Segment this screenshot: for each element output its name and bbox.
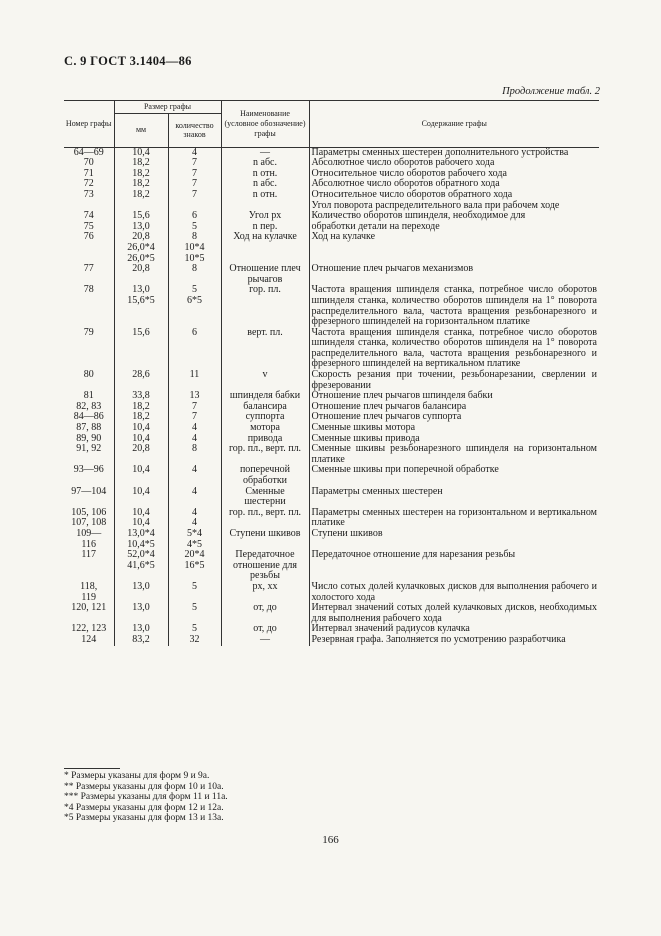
col-header-number: Номер графы	[64, 101, 114, 148]
footnote: *** Размеры указаны для форм 11 и 11а.	[64, 792, 228, 802]
row-char-count-value: 5	[192, 220, 197, 232]
row-char-count-value: 5	[192, 602, 197, 614]
row-size-mm-value: 13,0	[132, 220, 150, 232]
row-number-value: 70	[83, 157, 94, 169]
table-row	[64, 190, 599, 201]
row-content: Ход на кулачке	[311, 231, 376, 243]
row-content: Угол поворота распределительного вала при рабочем ходе	[311, 199, 560, 211]
row-number-value: 80	[83, 369, 94, 381]
row-char-count-value: 5	[192, 284, 197, 296]
row-number-value: 89, 90	[76, 432, 102, 444]
row-size-mm-value: 10,4	[132, 422, 150, 434]
row-name: Ход на кулачке	[221, 232, 309, 264]
row-number	[64, 550, 114, 582]
footnote: *4 Размеры указаны для форм 12 и 12а.	[64, 802, 224, 813]
row-name: привода	[221, 434, 309, 445]
row-content: Сменные шкивы привода	[311, 432, 420, 444]
row-number	[64, 465, 114, 486]
row-number-value: 120, 121	[71, 602, 107, 614]
row-number-value: 76	[83, 231, 94, 243]
row-size-mm	[114, 508, 168, 529]
row-size-mm	[114, 264, 168, 285]
row-content: Частота вращения шпинделя станка, потребное число оборотов шпинделя станка, количество оборотов шпинделя на 1° поворота распределительного вала, частота вращения резьбонарезного и фрезерного шпинделей на горизонтальном платике	[311, 284, 597, 328]
row-content: Интервал значений радиусов кулачка	[311, 623, 470, 635]
row-char-count-value: 4	[192, 506, 197, 518]
row-name: —	[221, 635, 309, 646]
row-name: шпинделя бабки	[221, 391, 309, 402]
row-number	[64, 635, 114, 646]
table-row	[64, 508, 599, 529]
row-number-value: 118,	[80, 580, 98, 592]
col-header-mm: мм	[114, 113, 168, 147]
row-content: Отношение плеч рычагов балансира	[311, 400, 467, 412]
row-number-value: 109—	[76, 527, 102, 539]
row-char-count-value: 11	[189, 369, 200, 381]
row-content: обработки детали на переходе	[311, 220, 440, 232]
table-row	[64, 635, 599, 646]
row-size-mm-value: 26,0*4	[127, 241, 155, 253]
row-char-count-value: 5	[192, 580, 197, 592]
row-number-value: 117	[81, 549, 97, 561]
row-char-count	[168, 444, 221, 465]
row-name: мотора	[221, 423, 309, 434]
row-content: Сменные шкивы при поперечной обработке	[311, 464, 499, 476]
row-char-count-value: 8	[192, 443, 197, 455]
row-size-mm-value: 28,6	[132, 369, 150, 381]
row-size-mm-value: 20,8	[132, 231, 150, 243]
table-row	[64, 444, 599, 465]
table-row	[64, 582, 599, 603]
table-row	[64, 529, 599, 550]
row-size-mm-value: 15,6	[132, 210, 150, 222]
row-char-count-value: 7	[192, 167, 197, 179]
row-name: Сменные шестерни	[221, 487, 309, 508]
document-header: С. 9 ГОСТ 3.1404—86	[64, 54, 192, 68]
col-header-chars: количество знаков	[168, 113, 221, 147]
table-row	[64, 232, 599, 264]
row-number-value: 72	[83, 178, 94, 190]
row-size-mm-value: 10,4	[132, 464, 150, 476]
row-char-count	[168, 635, 221, 646]
col-header-size: Размер графы	[114, 101, 221, 114]
row-number-value: 124	[81, 633, 97, 645]
row-number-value: 73	[83, 188, 94, 200]
row-number-value: 119	[81, 591, 97, 603]
row-char-count	[168, 487, 221, 508]
row-char-count-value: 32	[189, 633, 200, 645]
row-number-value: 77	[83, 263, 94, 275]
row-number-value: 74	[83, 210, 94, 222]
row-char-count-value: 4	[192, 422, 197, 434]
row-content: Абсолютное число оборотов обратного хода	[311, 178, 500, 190]
row-name: верт. пл.	[221, 328, 309, 370]
row-char-count-value: 13	[189, 390, 200, 402]
row-size-mm	[114, 190, 168, 201]
row-name: v	[221, 370, 309, 391]
row-size-mm-value: 18,2	[132, 411, 150, 423]
row-number-value: 78	[83, 284, 94, 296]
row-number	[64, 264, 114, 285]
table-continuation-label: Продолжение табл. 2	[502, 86, 600, 97]
footnote: *5 Размеры указаны для форм 13 и 13а.	[64, 813, 224, 823]
row-number-value: 122, 123	[71, 623, 107, 635]
row-size-mm-value: 18,2	[132, 157, 150, 169]
row-content: Сменные шкивы мотора	[311, 422, 416, 434]
footnote: * Размеры указаны для форм 9 и 9а.	[64, 771, 210, 781]
table-row	[64, 370, 599, 391]
row-size-mm	[114, 487, 168, 508]
table-row	[64, 550, 599, 582]
row-char-count-value: 4	[192, 464, 197, 476]
row-number	[64, 487, 114, 508]
footnotes	[64, 768, 228, 824]
row-content: Передаточное отношение для нарезания резьбы	[311, 549, 516, 561]
row-char-count	[168, 582, 221, 603]
table-row	[64, 603, 599, 624]
row-char-count-value: 7	[192, 400, 197, 412]
row-number-value: 97—104	[71, 485, 107, 497]
row-char-count	[168, 190, 221, 201]
row-size-mm	[114, 603, 168, 624]
row-number-value: 105, 106	[71, 506, 107, 518]
row-number-value: 64—69	[73, 146, 104, 158]
row-size-mm-value: 52,0*4	[127, 549, 155, 561]
row-char-count-value: 4	[192, 517, 197, 529]
row-size-mm-value: 20,8	[132, 263, 150, 275]
row-number	[64, 508, 114, 529]
row-size-mm-value: 10,4*5	[127, 538, 155, 550]
row-number	[64, 370, 114, 391]
row-char-count	[168, 285, 221, 327]
row-char-count-value: 7	[192, 157, 197, 169]
row-name: Отношение плеч рычагов	[221, 264, 309, 285]
row-size-mm-value: 83,2	[132, 633, 150, 645]
row-size-mm-value: 18,2	[132, 400, 150, 412]
row-number-value: 79	[83, 326, 94, 338]
row-name: балансира	[221, 402, 309, 413]
row-char-count-value: 5	[192, 623, 197, 635]
row-number-value: 107, 108	[71, 517, 107, 529]
row-char-count	[168, 264, 221, 285]
row-name: n пер.	[221, 222, 309, 233]
row-size-mm-value: 13,0	[132, 580, 150, 592]
row-content: Количество оборотов шпинделя, необходимое для	[311, 210, 526, 222]
row-number-value: 93—96	[73, 464, 104, 476]
row-number-value: 84—86	[73, 411, 104, 423]
table-row	[64, 328, 599, 370]
row-content: Частота вращения шпинделя станка, потребное число оборотов шпинделя станка, количество оборотов шпинделя на 1° поворота распределительного вала, частота вращения резьбонарезного и фрезерного шпинделей на вертикальном платике	[311, 326, 597, 370]
row-content: Отношение плеч рычагов шпинделя бабки	[311, 390, 493, 402]
row-size-mm-value: 18,2	[132, 188, 150, 200]
row-size-mm	[114, 328, 168, 370]
row-name: Передаточное отношение для резьбы	[221, 550, 309, 582]
row-name: —	[221, 147, 309, 158]
row-number	[64, 603, 114, 624]
row-size-mm	[114, 465, 168, 486]
row-content: Ступени шкивов	[311, 527, 383, 539]
row-size-mm-value: 10,4	[132, 432, 150, 444]
row-content: Параметры сменных шестерен на горизонтальном и вертикальном платике	[311, 506, 597, 529]
row-number	[64, 328, 114, 370]
table-row	[64, 465, 599, 486]
row-content: Параметры сменных шестерен	[311, 485, 443, 497]
row-char-count	[168, 370, 221, 391]
row-number	[64, 232, 114, 264]
row-number-value: 87, 88	[76, 422, 102, 434]
row-char-count-value: 4	[192, 146, 197, 158]
row-size-mm	[114, 232, 168, 264]
row-name: Угол px	[221, 211, 309, 222]
row-number	[64, 190, 114, 201]
row-size-mm	[114, 370, 168, 391]
row-name: n абс.	[221, 179, 309, 190]
row-number	[64, 529, 114, 550]
row-size-mm-value: 13,0	[132, 284, 150, 296]
row-content: Отношение плеч рычагов механизмов	[311, 263, 474, 275]
row-size-mm-value: 10,4	[132, 485, 150, 497]
row-number-value: 82, 83	[76, 400, 102, 412]
row-name: гор. пл.	[221, 285, 309, 327]
row-char-count	[168, 603, 221, 624]
row-content: Резервная графа. Заполняется по усмотрению разработчика	[311, 633, 566, 645]
row-char-count-value: 7	[192, 411, 197, 423]
row-char-count-value: 7	[192, 178, 197, 190]
row-name: от, до	[221, 624, 309, 635]
row-number-value: 81	[83, 390, 94, 402]
row-size-mm-value: 13,0	[132, 602, 150, 614]
row-size-mm-value: 10,4	[132, 146, 150, 158]
row-size-mm	[114, 285, 168, 327]
row-size-mm-value: 10,4	[132, 506, 150, 518]
row-size-mm-value: 15,6	[132, 326, 150, 338]
row-char-count	[168, 465, 221, 486]
row-number-value: 71	[83, 167, 94, 179]
row-char-count-value: 6	[192, 210, 197, 222]
row-name: поперечной обработки	[221, 465, 309, 486]
table-row	[64, 487, 599, 508]
row-char-count	[168, 232, 221, 264]
column-spec-table	[64, 100, 599, 646]
row-char-count	[168, 529, 221, 550]
row-number	[64, 582, 114, 603]
col-header-name: Наименование (условное обозначение) графы	[221, 101, 309, 148]
row-size-mm	[114, 444, 168, 465]
row-size-mm-value: 18,2	[132, 178, 150, 190]
row-char-count-value: 5*4	[187, 527, 202, 539]
footnote-rule	[64, 768, 120, 769]
row-number-value: 75	[83, 220, 94, 232]
row-content: Параметры сменных шестерен дополнительного устройства	[311, 146, 569, 158]
page-number: 166	[322, 834, 339, 846]
row-name: n отн.	[221, 190, 309, 201]
row-number-value: 91, 92	[76, 443, 102, 455]
row-char-count-value: 10*4	[184, 241, 205, 253]
row-size-mm-value: 15,6*5	[127, 294, 155, 306]
row-char-count	[168, 508, 221, 529]
row-content: Интервал значений сотых долей кулачковых дисков, необходимых для выполнения рабочего хода	[311, 602, 597, 624]
row-char-count-value: 4	[192, 432, 197, 444]
row-content: Скорость резания при точении, резьбонарезании, сверлении и фрезеровании	[311, 369, 597, 391]
row-char-count-value: 6*5	[187, 294, 202, 306]
row-char-count	[168, 550, 221, 582]
row-char-count-value: 10*5	[184, 252, 205, 264]
row-content: Число сотых долей кулачковых дисков для выполнения рабочего и холостого хода	[311, 580, 597, 603]
row-number	[64, 285, 114, 327]
row-char-count-value: 8	[192, 263, 197, 275]
table-row	[64, 264, 599, 285]
row-char-count-value: 8	[192, 231, 197, 243]
row-name: суппорта	[221, 412, 309, 423]
row-char-count-value: 4	[192, 485, 197, 497]
row-content: Сменные шкивы резьбонарезного шпинделя на горизонтальном платике	[311, 443, 597, 465]
row-name: Ступени шкивов	[221, 529, 309, 550]
row-name: px, xx	[221, 582, 309, 603]
row-size-mm-value: 13,0*4	[127, 527, 155, 539]
row-char-count-value: 7	[192, 188, 197, 200]
row-content: Абсолютное число оборотов рабочего хода	[311, 157, 495, 169]
row-char-count-value: 16*5	[184, 559, 205, 571]
table-row	[64, 285, 599, 327]
row-size-mm-value: 13,0	[132, 623, 150, 635]
row-size-mm	[114, 582, 168, 603]
row-size-mm	[114, 550, 168, 582]
row-char-count-value: 6	[192, 326, 197, 338]
row-size-mm-value: 20,8	[132, 443, 150, 455]
row-name: гор. пл., верт. пл.	[221, 444, 309, 465]
row-number-value: 116	[81, 538, 97, 550]
row-content: Относительное число оборотов обратного хода	[311, 188, 513, 200]
row-size-mm-value: 18,2	[132, 167, 150, 179]
col-header-content: Содержание графы	[309, 101, 599, 148]
row-name: n отн.	[221, 169, 309, 180]
row-name: n абс.	[221, 158, 309, 169]
row-size-mm	[114, 529, 168, 550]
row-char-count	[168, 328, 221, 370]
row-size-mm-value: 26,0*5	[127, 252, 155, 264]
row-char-count-value: 4*5	[187, 538, 202, 550]
row-number	[64, 444, 114, 465]
footnote: ** Размеры указаны для форм 10 и 10а.	[64, 781, 224, 792]
row-name: гор. пл., верт. пл.	[221, 508, 309, 529]
row-size-mm-value: 41,6*5	[127, 559, 155, 571]
row-content: Отношение плеч рычагов суппорта	[311, 411, 462, 423]
row-name: от, до	[221, 603, 309, 624]
row-size-mm-value: 10,4	[132, 517, 150, 529]
row-char-count-value: 20*4	[184, 549, 205, 561]
row-size-mm	[114, 635, 168, 646]
row-content: Относительное число оборотов рабочего хода	[311, 167, 507, 179]
row-size-mm-value: 33,8	[132, 390, 150, 402]
